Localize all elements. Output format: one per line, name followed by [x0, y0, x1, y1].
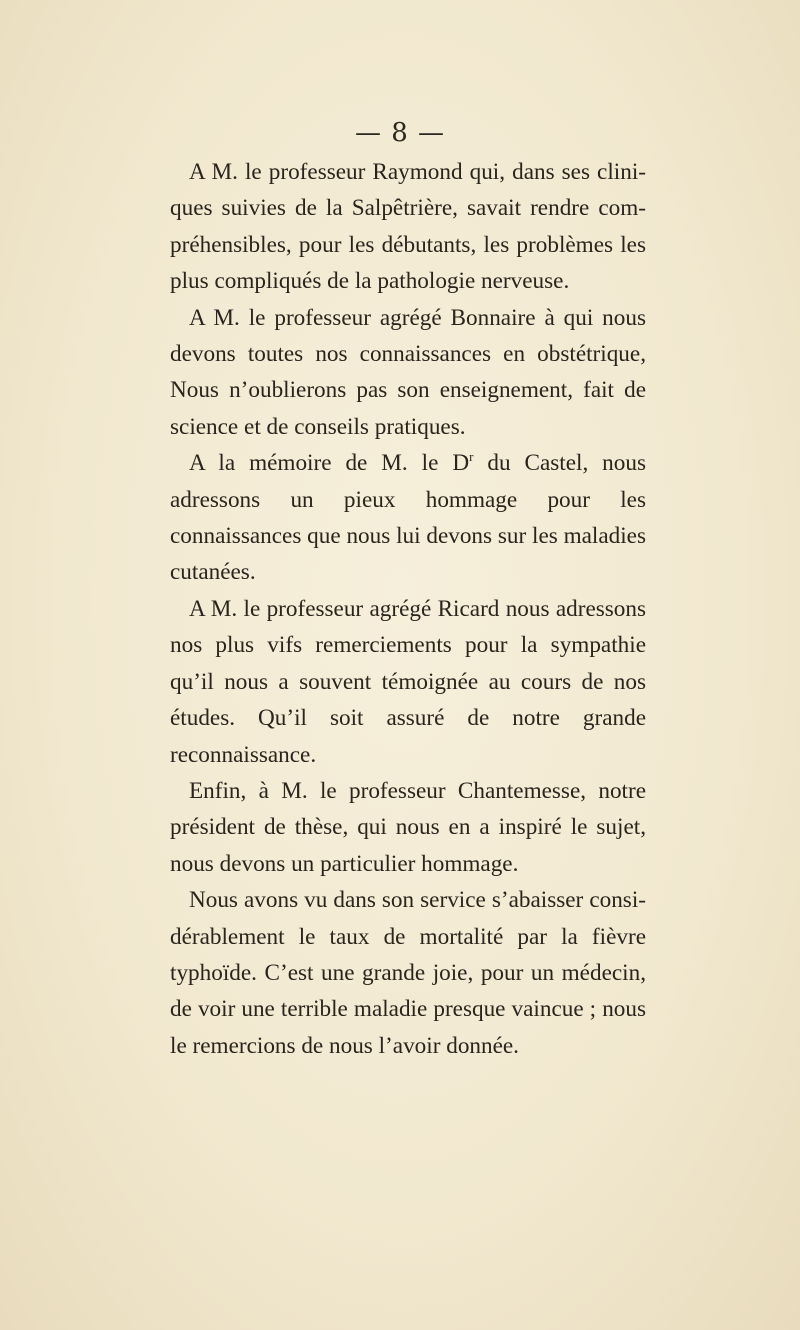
- paragraph-typhoid: Nous avons vu dans son service s’abaisser considérablement le taux de mortalité par la fièvre typhoïde. C’est une grande joie, pour un médecin, de voir une terrible maladie presque vaincue ; nous le remercions de nous l’avoir donnée.: [170, 887, 646, 1059]
- paragraph-bonnaire: A M. le professeur agrégé Bonnaire à qui nous devons toutes nos connaissances en obstétrique, Nous n’oublierons pas son enseignement, fait de science et de conseils pratiques.: [170, 304, 646, 440]
- page-number: — 8 —: [354, 118, 446, 148]
- paragraph-ricard: A M. le professeur agrégé Ricard nous adressons nos plus vifs remerciements pour la sympathie qu’il nous a souvent témoignée au cours de nos études. Qu’il soit assuré de notre grande reconnaissance.: [170, 595, 646, 768]
- paragraph-raymond: A M. le professeur Raymond qui, dans ses cliniques suivies de la Salpêtrière, savait rendre compréhensibles, pour les débutants, les problèmes les plus compliqués de la pathologie nerveuse.: [170, 159, 646, 295]
- dedication-text: [170, 154, 646, 1064]
- paragraph-chantemesse: Enfin, à M. le professeur Chantemesse, notre président de thèse, qui nous en a inspiré le sujet, nous devons un particulier hommage.: [170, 777, 646, 877]
- paragraph-du-castel: A la mémoire de M. le $D^r$ du Castel, nous adressons un pieux hommage pour les connaissances que nous lui devons sur les maladies cutanées.: [170, 449, 646, 586]
